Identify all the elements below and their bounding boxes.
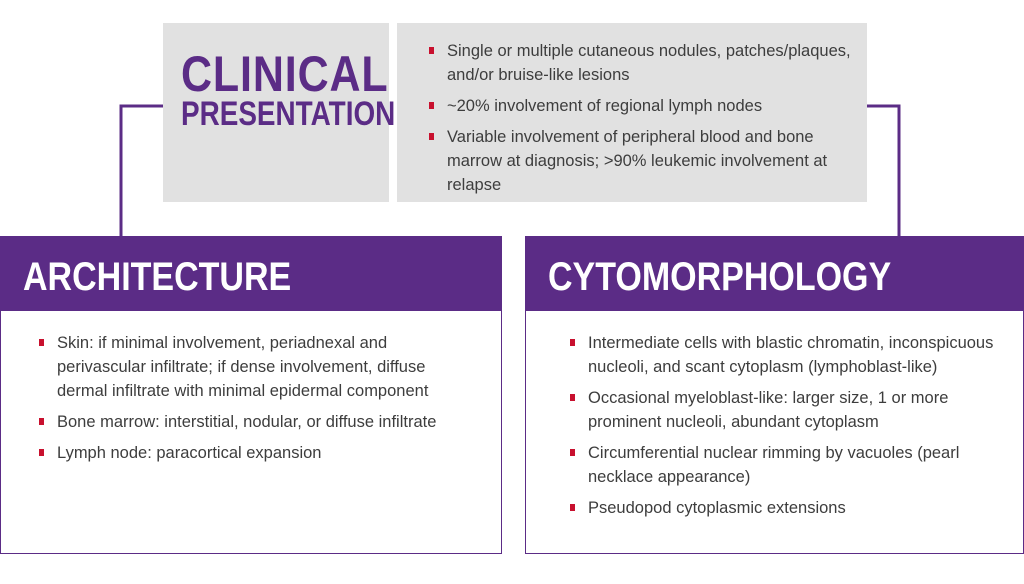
- clinical-list-box: [397, 23, 867, 202]
- list-item-text: Intermediate cells with blastic chromatin, inconspicuous nucleoli, and scant cytoplasm (lymphoblast-like): [588, 334, 994, 376]
- list-item-text: Circumferential nuclear rimming by vacuoles (pearl necklace appearance): [588, 444, 960, 486]
- list-item-text: Single or multiple cutaneous nodules, patches/plaques, and/or bruise-like lesions: [447, 42, 851, 84]
- list-item: [570, 386, 1010, 434]
- bullet-icon: [39, 418, 44, 425]
- bullet-icon: [429, 47, 434, 54]
- list-item-text: ~20% involvement of regional lymph nodes: [447, 97, 763, 115]
- list-item-text: Lymph node: paracortical expansion: [57, 444, 322, 462]
- left-connector: [121, 106, 163, 236]
- list-item: [429, 39, 859, 87]
- right-connector: [867, 106, 899, 236]
- cytomorphology-title: CYTOMORPHOLOGY: [548, 255, 892, 299]
- list-item: [429, 94, 859, 118]
- list-item-text: Occasional myeloblast-like: larger size, 1 or more prominent nucleoli, abundant cytoplasm: [588, 389, 949, 431]
- cytomorphology-panel: [525, 236, 1024, 554]
- bullet-icon: [429, 133, 434, 140]
- clinical-title-line2: PRESENTATION: [181, 95, 396, 133]
- clinical-title-line1: CLINICAL: [181, 46, 389, 102]
- bullet-icon: [570, 339, 575, 346]
- list-item: [39, 410, 479, 434]
- architecture-panel: [0, 236, 502, 554]
- list-item: [570, 496, 1010, 520]
- list-item: [429, 125, 859, 197]
- cytomorphology-header: [526, 237, 1023, 311]
- bullet-icon: [39, 339, 44, 346]
- bullet-icon: [429, 102, 434, 109]
- list-item-text: Skin: if minimal involvement, periadnexal and perivascular infiltrate; if dense involvement, diffuse dermal infiltrate with minimal epidermal component: [57, 334, 429, 400]
- list-item: [570, 331, 1010, 379]
- list-item: [570, 441, 1010, 489]
- bullet-icon: [570, 394, 575, 401]
- architecture-title: ARCHITECTURE: [23, 255, 292, 299]
- clinical-list: [429, 39, 859, 204]
- bullet-icon: [570, 504, 575, 511]
- list-item-text: Bone marrow: interstitial, nodular, or diffuse infiltrate: [57, 413, 437, 431]
- architecture-list: [39, 331, 479, 472]
- list-item-text: Pseudopod cytoplasmic extensions: [588, 499, 846, 517]
- bullet-icon: [39, 449, 44, 456]
- bullet-icon: [570, 449, 575, 456]
- cytomorphology-list: [570, 331, 1010, 527]
- architecture-header: [1, 237, 501, 311]
- list-item: [39, 331, 479, 403]
- list-item: [39, 441, 479, 465]
- clinical-title-box: [163, 23, 396, 202]
- list-item-text: Variable involvement of peripheral blood and bone marrow at diagnosis; >90% leukemic involvement at relapse: [447, 128, 828, 194]
